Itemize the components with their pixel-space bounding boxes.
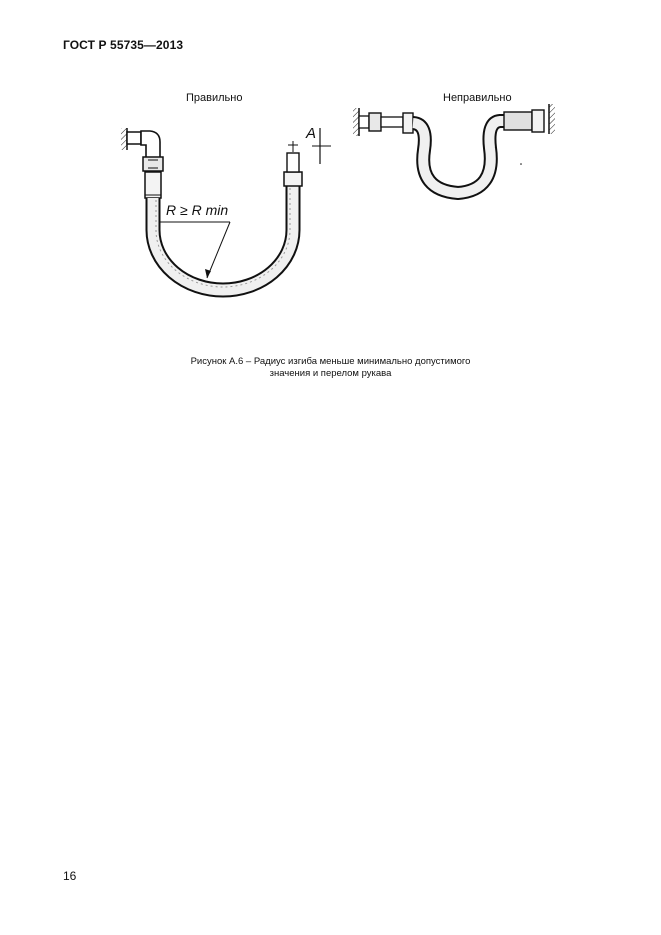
document-header: ГОСТ Р 55735—2013: [63, 38, 184, 52]
label-correct: Правильно: [186, 92, 243, 104]
caption-line-2: значения и перелом рукава: [269, 368, 392, 379]
annotation-radius: R ≥ R min: [166, 202, 229, 218]
page-number: 16: [63, 869, 77, 883]
figure-caption: [0, 356, 661, 380]
annotation-a: A: [306, 125, 317, 142]
incorrect-hose-drawing: [353, 104, 555, 193]
caption-line-1: Рисунок А.6 – Радиус изгиба меньше минимально допустимого: [190, 356, 471, 367]
label-wrong: Неправильно: [443, 92, 512, 104]
